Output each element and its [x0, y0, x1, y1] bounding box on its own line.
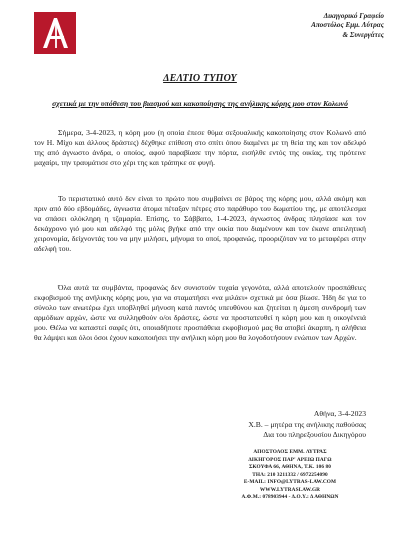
law-firm-logo-icon: [34, 12, 76, 54]
signoff-via: Δια του πληρεξουσίου Δικηγόρου: [263, 430, 366, 440]
document-subject: σχετικά με την υπόθεση του βιασμού και κακοποίησης της ανήλικης κόρης μου στον Κολωνό: [52, 99, 348, 108]
law-office-header: [184, 12, 384, 40]
paragraph-2: Το περιστατικό αυτό δεν είναι το πρώτο που συμβαίνει σε βάρος της κόρης μου, αλλά ακόμη και πριν από δύο εβδομάδες, άγνωστα άτομα πέταξαν πέτρες στο παράθυρο του δωματίου της, με αποτέλεσμα να σπάσει ολόκληρη η τζαμαρία. Επίσης, το Σάββατο, 1-4-2023, άγνωστος άνδρας πλησίασε και τον δεκάχρονο γιό μου και αδελφό της μόλις βγήκε από την οικία που διαμένουν και τον έκανε απειλητική χειρονομία, δείχνοντάς του να μην μιλήσει, μήνυμα το οποί, προφανώς, προοριζόταν να το μεταφέρει στην αδελφή του.: [34, 194, 366, 254]
stamp-line: ΑΠΟΣΤΟΛΟΣ ΕΜΜ. ΛΥΤΡΑΣ: [253, 449, 327, 455]
signoff-place-date: Αθήνα, 3-4-2023: [313, 409, 366, 418]
lawyer-stamp: [207, 449, 373, 502]
stamp-line: ΔΙΚΗΓΟΡΟΣ ΠΑΡ' ΑΡΕΙΩ ΠΑΓΩ: [248, 456, 332, 463]
stamp-line: Α.Φ.Μ.: 078903944 - Δ.Ο.Υ.: Δ ΑΘΗΝΩΝ: [241, 494, 339, 500]
office-name-line: Δικηγορικό Γραφείο: [323, 12, 384, 20]
stamp-line: ΣΚΟΥΦΑ 66, ΑΘΗΝΑ, Τ.Κ. 106 80: [248, 464, 332, 470]
office-partners-line: & Συνεργάτες: [342, 30, 384, 39]
signoff-author: Χ.Β. – μητέρα της ανήλικης παθούσας: [248, 419, 366, 429]
paragraph-1: Σήμερα, 3-4-2023, η κόρη μου (η οποία έπεσε θύμα σεξουαλικής κακοποίησης στον Κολωνό από τον Η. Μίχο και άλλους δράστες) δέχθηκε επίθεση στο σπίτι όπου διαμένει με τη θεία της και τον αδελφό της από άγνωστο άνδρα, ο οποίος, αφού παραβίασε την πόρτα, εισήλθε εντός της οικίας, της πρότεινε μαχαίρι, την τραυμάτισε στο χέρι της και τράπηκε σε φυγή.: [34, 128, 366, 168]
office-lawyer-line: Αποστόλος Εμμ. Λύτρας: [311, 21, 384, 30]
stamp-line: ΤΗΛ: 210 3211332 / 6972254090: [252, 471, 328, 478]
signoff: [248, 409, 366, 441]
paragraph-3: Όλα αυτά τα συμβάντα, προφανώς δεν συνιστούν τυχαία γεγονότα, αλλά αποτελούν προσπάθειες εκφοβισμού της ανήλικης κόρης μου, για να σταματήσει «να μιλάει» σχετικά με όσα βίωσε. Ήδη δε για το σύνολο των ανωτέρω έχει υποβληθεί μήνυση κατά παντός υπευθύνου και ζητείται η άμεση συνδρομή των αρμόδιων αρχών, ώστε να συλληφθούν ο/οι δράστες, ώστε να προστατευθεί η κόρη μου και η οικογένειά μου. Θέλω να καταστεί σαφές ότι, οποιαδήποτε προσπάθεια εκφοβισμού μας θα αποβεί άκαρπη, η αλήθεια θα λάμψει και όλοι όσοι έχουν κακοποιήσει την ανήλικη κόρη μου θα λογοδοτήσουν ενώπιον των Αρχών.: [34, 283, 366, 343]
stamp-line: E-MAIL: INFO@LYTRAS-LAW.COM: [243, 479, 337, 485]
stamp-line: WWW.LYTRASLAW.GR: [259, 486, 321, 493]
document-title: ΔΕΛΤΙΟ ΤΥΠΟΥ: [163, 73, 237, 84]
